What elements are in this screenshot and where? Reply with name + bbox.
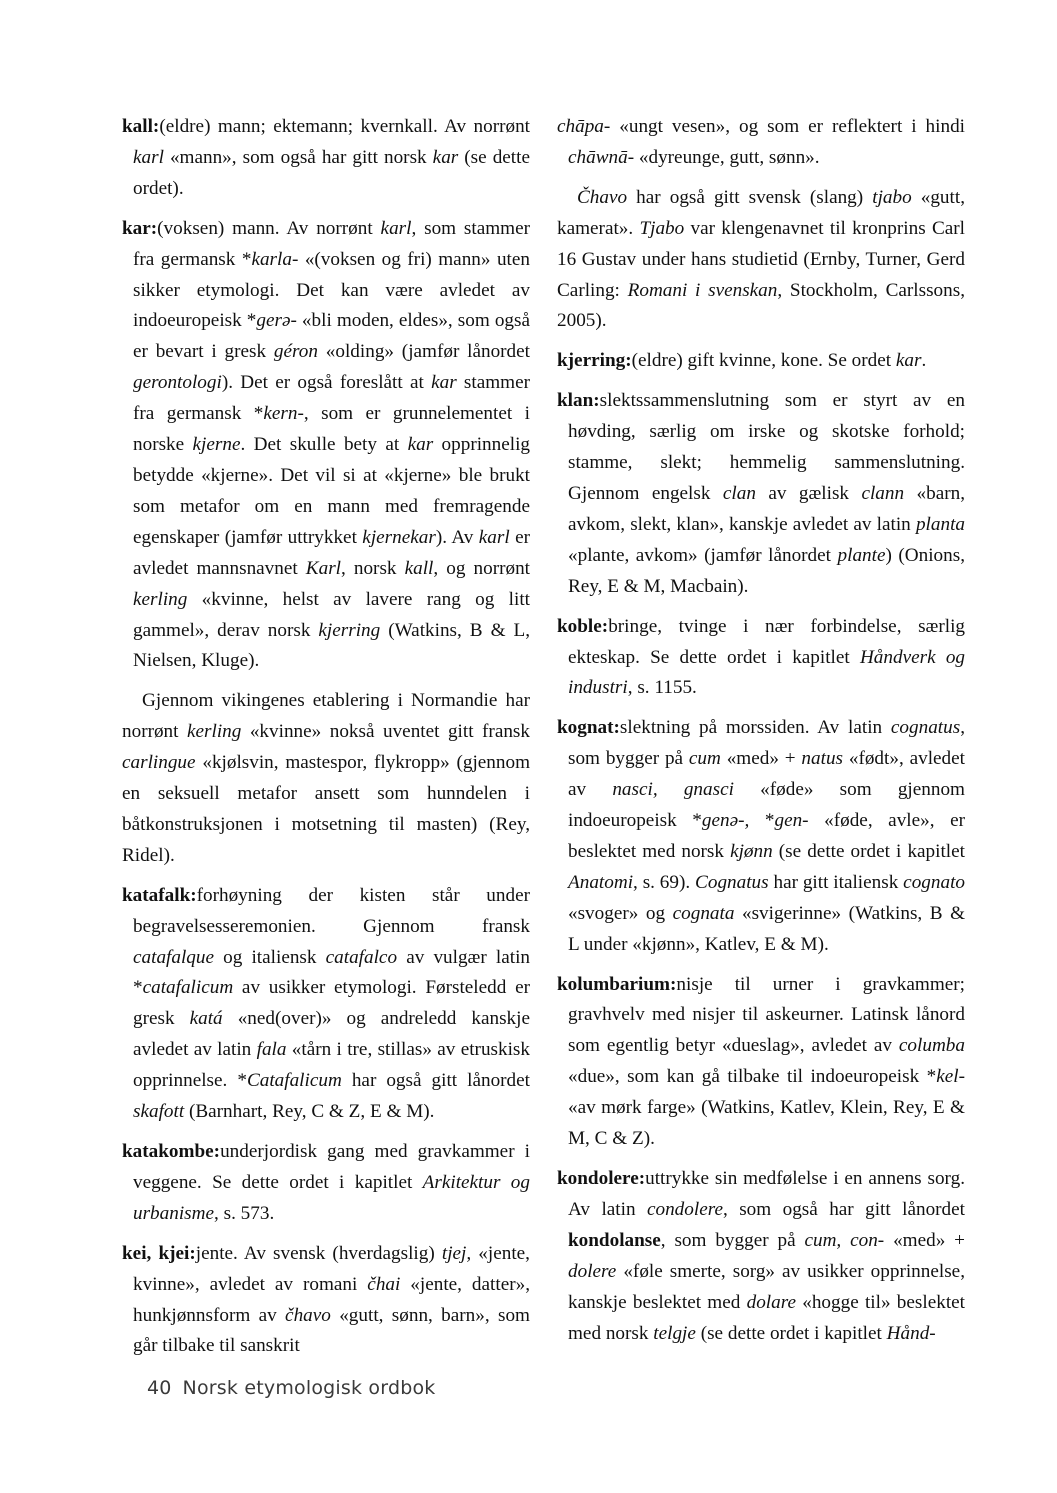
text-run: har gitt italiensk <box>768 871 904 893</box>
text-run: «med» + <box>720 748 802 770</box>
text-run: , som er grunnelementet i norske <box>133 403 530 456</box>
dictionary-entry <box>557 346 965 377</box>
text-run: nisje til urner i gravkammer; gravhvelv med nisjer til askeurner. Latinsk lånord som egentlig betyr «dueslag», avledet av <box>568 973 965 1057</box>
text-run: «jente, datter», hunkjønnsform av <box>133 1273 530 1326</box>
text-run: «dyreunge, gutt, sønn». <box>634 146 820 168</box>
dictionary-entry <box>122 214 530 678</box>
text-run: ). Det er også foreslått at <box>221 372 432 394</box>
text-run: (se dette ordet). <box>133 146 530 199</box>
italic-term: gen- <box>774 810 809 832</box>
italic-term: kjerring <box>318 619 381 641</box>
italic-term: catafalco <box>325 946 398 968</box>
italic-term: Cognatus <box>695 871 769 893</box>
italic-term: tjej, <box>441 1242 472 1264</box>
text-run: , Stockholm, Carlssons, 2005). <box>557 279 965 332</box>
text-run: av usikker etymologi. Førsteledd er gresk <box>133 977 530 1030</box>
text-run: «due», som kan gå tilbake til indoeuropeisk * <box>568 1066 937 1088</box>
text-run: er avledet mannsnavnet <box>133 526 531 579</box>
text-run: , og norrønt <box>433 557 530 579</box>
dictionary-entry <box>557 970 965 1155</box>
dictionary-entry <box>557 612 965 705</box>
text-run: «ungt vesen», og som er reflektert i hindi <box>610 116 965 137</box>
text-run: «født», avledet av <box>568 748 965 801</box>
text-run: , s. 573. <box>214 1202 275 1224</box>
italic-term: fala <box>256 1039 287 1061</box>
text-run: ). Av <box>435 526 479 548</box>
text-run: ) (Onions, Rey, E & M, Macbain). <box>568 544 965 597</box>
text-run: (se dette ordet i kapitlet <box>772 840 965 862</box>
text-run: «svoger» og <box>568 902 673 924</box>
italic-term: karla- <box>251 248 299 270</box>
text-run: «mann», som også har gitt norsk <box>163 146 433 168</box>
body-paragraph <box>122 686 530 871</box>
italic-term: Arkitektur og urbanisme <box>133 1171 530 1224</box>
text-run: «kjølsvin, mastespor, flykropp» (gjennom en seksuell metafor ansett som hunndelen i båtkonstruksjonen i motsetning til masten) (Rey, Ridel). <box>122 752 530 866</box>
text-run: har også gitt lånordet <box>341 1070 530 1092</box>
text-run: (Barnhart, Rey, C & Z, E & M). <box>184 1101 435 1123</box>
dictionary-entry <box>122 881 530 1128</box>
text-run: underjordisk gang med gravkammer i veggene. Se dette ordet i kapitlet <box>133 1141 530 1193</box>
text-run: «jente, kvinne», avledet av romani <box>133 1242 530 1295</box>
text-run: har også gitt svensk (slang) <box>627 186 873 208</box>
text-run: uttrykke sin medfølelse i en annens sorg. Av latin <box>568 1168 965 1220</box>
entry-headword: katakombe: <box>122 1141 221 1162</box>
text-run: «hogge til» beslektet med norsk <box>568 1291 965 1344</box>
text-run: «gutt, sønn, barn», som går tilbake til sanskrit <box>133 1304 530 1357</box>
italic-term: planta <box>915 513 965 535</box>
italic-term: dolere <box>568 1260 617 1282</box>
italic-term: karl <box>133 146 164 168</box>
italic-term: Tjabo <box>639 217 685 239</box>
italic-term: kjønn <box>730 840 773 862</box>
italic-term: kel- <box>936 1066 965 1088</box>
text-run: Gjennom vikingenes etablering i Normandie har norrønt <box>122 690 530 743</box>
italic-term: cognato <box>903 871 965 893</box>
body-paragraph <box>557 183 965 338</box>
text-run: jente. Av svensk (hverdagslig) <box>195 1242 442 1264</box>
text-run: «føde» som gjennom indoeuropeisk * <box>568 779 965 832</box>
text-run: (eldre) mann; ektemann; kvernkall. Av norrønt <box>159 116 530 137</box>
italic-term: cognatus <box>890 717 961 739</box>
dictionary-entry <box>122 1239 530 1363</box>
italic-term: kar <box>407 434 434 456</box>
italic-term: Anatomi <box>568 871 634 893</box>
italic-term: tjabo <box>872 186 912 208</box>
text-run: «ned(over)» og andreledd kanskje avledet av latin <box>133 1008 531 1061</box>
italic-term: kall <box>404 557 434 579</box>
text-run: og italiensk <box>214 946 326 968</box>
text-run: bringe, tvinge i nær forbindelse, særlig ekteskap. Se dette ordet i kapitlet <box>568 615 965 668</box>
entry-headword: kei, kjei: <box>122 1242 196 1264</box>
text-run: «barn, avkom, slekt, klan», kanskje avledet av latin <box>568 482 966 535</box>
entry-headword: kar: <box>122 217 158 239</box>
italic-term: čhavo <box>285 1304 331 1326</box>
italic-term: catafalicum <box>142 977 234 999</box>
italic-term: karl <box>380 217 412 239</box>
right-column <box>557 112 966 1344</box>
italic-term: natus <box>801 748 844 770</box>
text-run: «føde, avle», er beslektet med norsk <box>568 810 965 862</box>
italic-term: katá <box>189 1008 223 1030</box>
text-run: slektning på morssiden. Av latin <box>619 717 891 739</box>
italic-term: condolere <box>646 1198 723 1220</box>
italic-term: cognata <box>672 902 735 924</box>
italic-term: cum <box>688 748 721 770</box>
dictionary-entry <box>557 713 965 960</box>
text-run: , som bygger på <box>660 1229 805 1251</box>
italic-term: chāwnā- <box>568 146 635 168</box>
entry-headword: kognat: <box>557 717 620 739</box>
italic-term: kar <box>432 146 459 168</box>
entry-headword: kjerring: <box>557 350 632 372</box>
italic-term: Catafalicum <box>246 1070 342 1092</box>
italic-term: nasci, gnasci <box>612 779 734 801</box>
dictionary-entry <box>122 112 530 205</box>
italic-term: kar <box>895 350 922 372</box>
text-run: , som også har gitt lånordet <box>722 1198 965 1220</box>
text-run: . <box>921 350 927 372</box>
text-run: «svigerinne» (Watkins, B & L under «kjønn», Katlev, E & M). <box>568 902 966 955</box>
entry-headword: koble: <box>557 615 609 637</box>
italic-term: Čhavo <box>577 186 628 208</box>
text-run: . Det skulle bety at <box>240 434 408 456</box>
left-column <box>122 112 531 1357</box>
text-run: * <box>749 810 775 832</box>
italic-term: kjerne <box>192 434 241 456</box>
italic-term: kerling <box>186 721 242 743</box>
italic-term: kjernekar <box>362 526 436 548</box>
text-run: «føle smerte, sorg» av usikker opprinnelse, kanskje beslektet med <box>568 1260 965 1313</box>
text-run: «kvinne» nokså uventet gitt fransk <box>241 721 530 743</box>
page-number: 40 <box>146 1377 172 1399</box>
text-run: «(voksen og fri) mann» uten sikker etymologi. Det kan være avledet av indoeuropeisk * <box>133 248 530 332</box>
entry-headword: kolumbarium: <box>557 973 677 995</box>
text-run: «tårn i tre, stillas» av etruskisk opprinnelse. * <box>133 1039 530 1092</box>
italic-term: Romani i svenskan <box>627 279 778 301</box>
italic-term: Karl <box>305 557 341 579</box>
italic-term: genə-, <box>701 810 750 832</box>
text-run: opprinnelig betydde «kjerne». Det vil si at «kjerne» ble brukt som metafor om en mann med fremragende egenskaper (jamfør uttrykket <box>133 434 530 548</box>
italic-term: kar <box>431 372 457 394</box>
text-run: , s. 1155. <box>627 677 697 699</box>
italic-term: karl <box>478 526 510 548</box>
italic-term: cum, con- <box>804 1229 885 1251</box>
text-run: «bli moden, eldes», som også er bevart i gresk <box>133 310 530 363</box>
italic-term: columba <box>898 1035 965 1057</box>
italic-term: carlingue <box>122 752 196 774</box>
dictionary-entry-continuation <box>557 112 965 174</box>
dictionary-entry <box>557 386 965 602</box>
italic-term: dolare <box>746 1291 796 1313</box>
italic-term: géron <box>273 341 318 363</box>
text-run: av gælisk <box>755 482 862 504</box>
text-run: (eldre) gift kvinne, kone. Se ordet <box>631 350 896 372</box>
dictionary-entry <box>122 1137 530 1230</box>
two-column-text-body <box>122 112 966 1357</box>
text-run: «gutt, kamerat». <box>557 186 965 239</box>
page-footer <box>122 1355 436 1421</box>
italic-term: telgje <box>653 1322 696 1344</box>
entry-headword: kall: <box>122 116 160 137</box>
italic-term: kerling <box>133 588 188 610</box>
italic-term: chāpa- <box>557 116 611 137</box>
text-run: «med» + <box>884 1229 965 1251</box>
entry-headword: klan: <box>557 390 600 412</box>
italic-term: gerontologi <box>133 372 222 394</box>
text-run: forhøyning der kisten står under begravelsesseremonien. Gjennom fransk <box>133 884 530 937</box>
italic-term: skafott <box>133 1101 185 1123</box>
entry-headword: katafalk: <box>122 884 197 906</box>
text-run: «av mørk farge» (Watkins, Katlev, Klein, Rey, E & M, C & Z). <box>568 1097 965 1150</box>
entry-headword: kondolere: <box>557 1168 646 1189</box>
text-run: , som bygger på <box>568 717 965 770</box>
italic-term: plante <box>837 544 886 566</box>
italic-term: gerə- <box>256 310 297 332</box>
text-run: (Watkins, B & L, Nielsen, Kluge). <box>133 619 530 672</box>
running-title: Norsk etymologisk ordbok <box>182 1377 436 1399</box>
italic-term: Hånd- <box>886 1322 936 1344</box>
text-run: , som stammer fra germansk * <box>133 217 530 270</box>
text-run: «plante, avkom» (jamfør lånordet <box>568 544 838 566</box>
dictionary-entry <box>557 1164 965 1349</box>
italic-term: čhai <box>367 1273 401 1295</box>
text-run: (voksen) mann. Av norrønt <box>157 217 381 239</box>
text-run: slektssammenslutning som er styrt av en høvding, særlig om irske og skotske forhold; stamme, slekt; hemmelig sammenslutning. Gjennom engelsk <box>568 390 965 504</box>
italic-term: clan <box>722 482 756 504</box>
text-run: , s. 69). <box>633 871 696 893</box>
italic-term: catafalque <box>133 946 214 968</box>
italic-term: Håndverk og industri <box>568 646 966 699</box>
text-run: (se dette ordet i kapitlet <box>695 1322 887 1344</box>
italic-term: clann <box>861 482 905 504</box>
italic-term: kern- <box>263 403 304 425</box>
text-run: «kvinne, helst av lavere rang og litt gammel», derav norsk <box>133 588 530 641</box>
bold-term: kondolanse <box>568 1229 661 1251</box>
text-run: av vulgær latin * <box>133 946 530 999</box>
text-run: , norsk <box>341 557 405 579</box>
text-run: stammer fra germansk * <box>133 372 530 425</box>
text-run: var klengenavnet til kronprins Carl 16 Gustav under hans studietid (Ernby, Turner, Gerd Carling: <box>557 217 965 301</box>
text-run: «olding» (jamfør lånordet <box>317 341 530 363</box>
